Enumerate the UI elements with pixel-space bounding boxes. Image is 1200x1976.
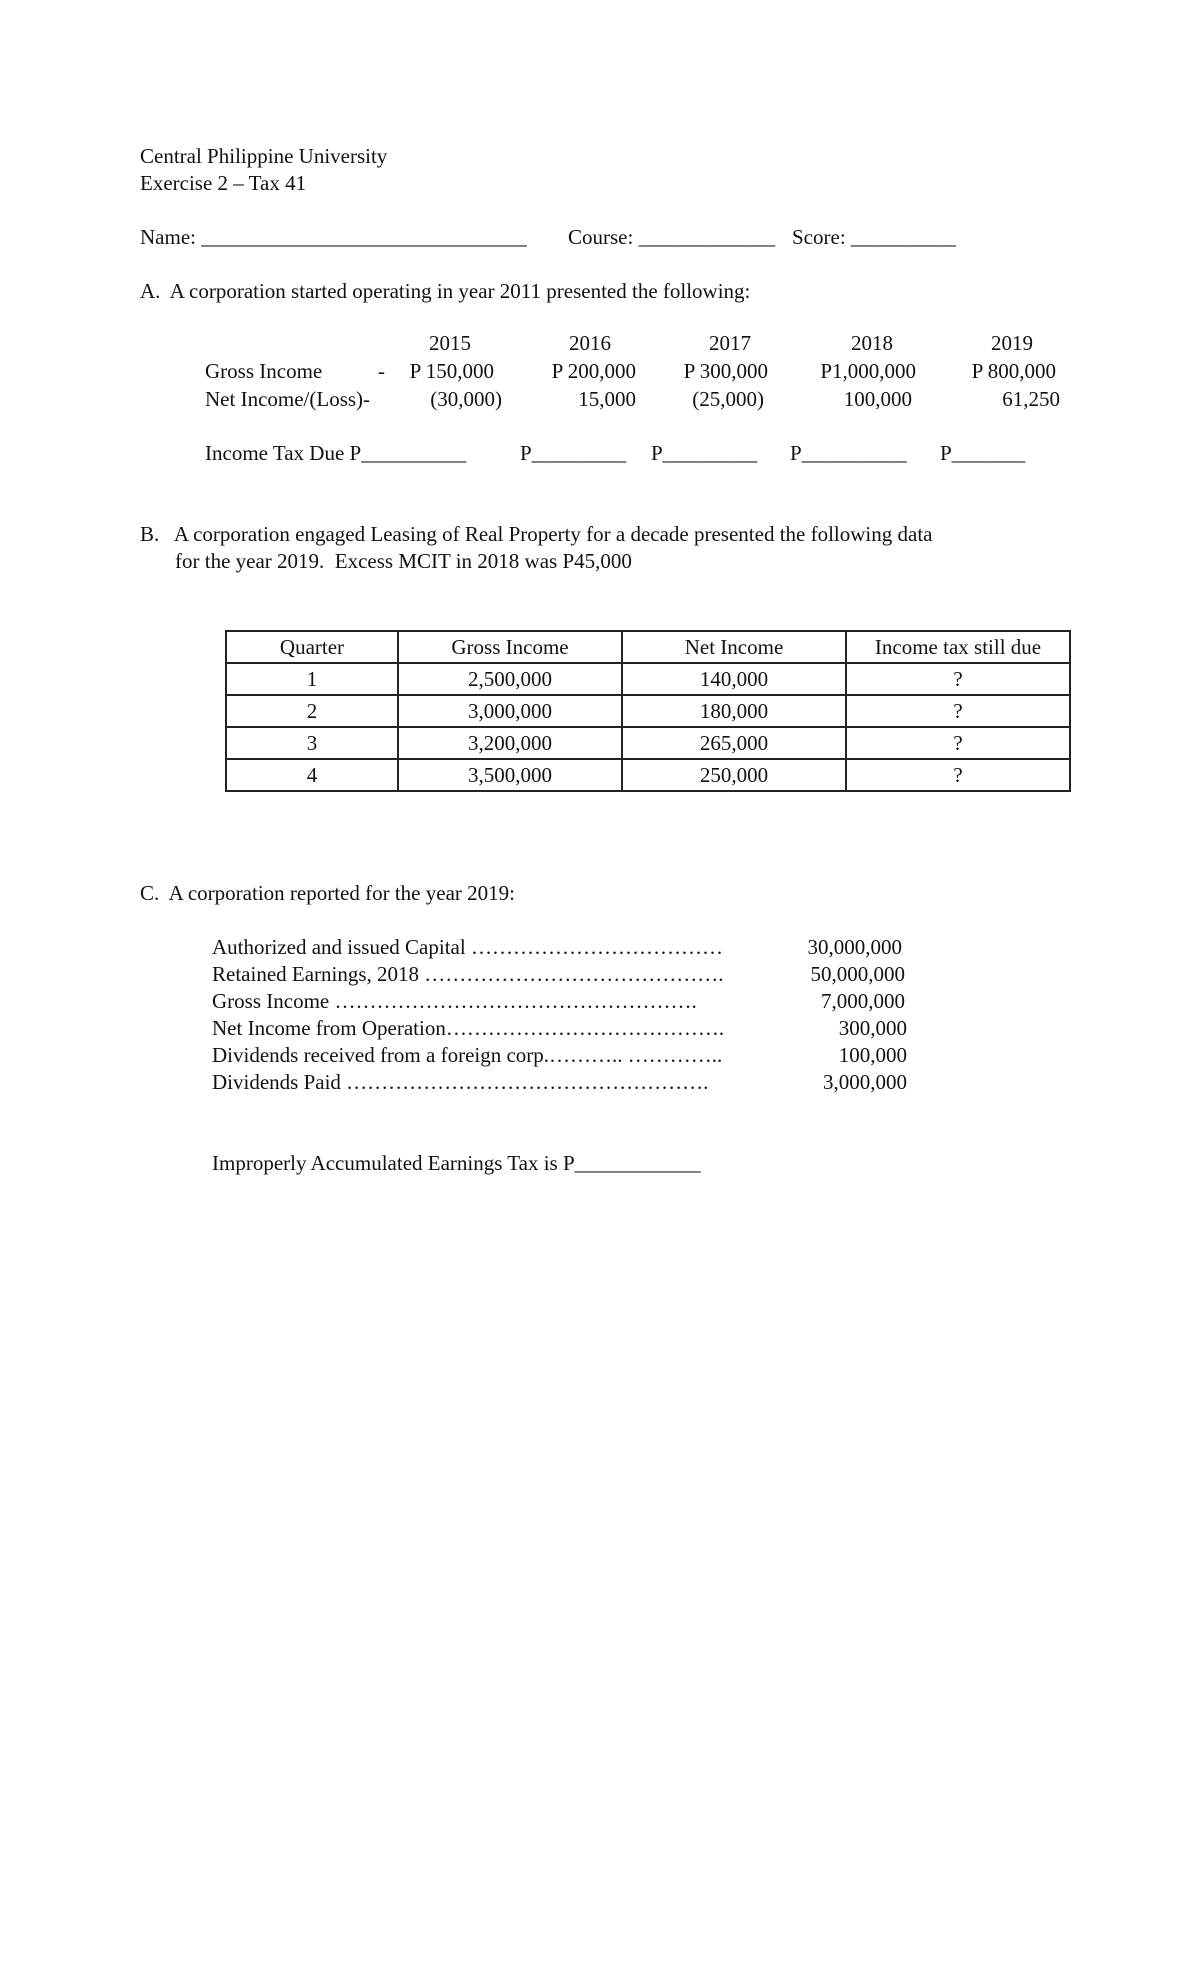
table-row: [226, 727, 1070, 759]
section-b-line-2: for the year 2019. Excess MCIT in 2018 was P45,000: [175, 549, 632, 573]
cell-quarter: 4: [226, 759, 398, 791]
net-2015: (30,000): [430, 387, 502, 411]
net-2016: 15,000: [578, 387, 636, 411]
table-row: [226, 695, 1070, 727]
gross-2016: P 200,000: [551, 359, 636, 383]
cell-gross-income: 2,500,000: [398, 663, 622, 695]
iaet-question: Improperly Accumulated Earnings Tax is P____________: [212, 1151, 701, 1175]
tax-due-blank-2019: P_______: [940, 441, 1026, 465]
cell-tax-due: ?: [846, 695, 1070, 727]
income-tax-due-label: Income Tax Due P__________: [205, 441, 467, 465]
cell-net-income: 265,000: [622, 727, 846, 759]
cell-tax-due: ?: [846, 663, 1070, 695]
cell-gross-income: 3,000,000: [398, 695, 622, 727]
gross-income-dash: -: [378, 359, 385, 383]
score-field: Score: __________: [792, 225, 956, 249]
section-b-line-1: B. A corporation engaged Leasing of Real Property for a decade presented the following data: [140, 522, 933, 546]
item-retained-earnings-label: Retained Earnings, 2018 …………………………………….: [212, 962, 724, 986]
header-gross-income: Gross Income: [398, 631, 622, 663]
university-name: Central Philippine University: [140, 144, 388, 168]
year-2017: 2017: [709, 331, 751, 355]
cell-quarter: 1: [226, 663, 398, 695]
table-row: [226, 759, 1070, 791]
header-income-tax-due: Income tax still due: [846, 631, 1070, 663]
gross-income-label: Gross Income: [205, 359, 323, 383]
net-2018: 100,000: [843, 387, 912, 411]
item-dividends-paid-value: 3,000,000: [823, 1070, 907, 1094]
net-2019: 61,250: [1002, 387, 1060, 411]
tax-due-blank-2018: P__________: [790, 441, 907, 465]
exercise-title: Exercise 2 – Tax 41: [140, 171, 307, 195]
year-2018: 2018: [851, 331, 893, 355]
item-dividends-received-label: Dividends received from a foreign corp.……….. …………..: [212, 1043, 723, 1067]
section-a-title: A. A corporation started operating in year 2011 presented the following:: [140, 279, 751, 303]
cell-net-income: 140,000: [622, 663, 846, 695]
table-row: [226, 663, 1070, 695]
item-dividends-paid-label: Dividends Paid …………………………………………….: [212, 1070, 709, 1094]
cell-gross-income: 3,200,000: [398, 727, 622, 759]
name-field: Name: _______________________________: [140, 225, 527, 249]
cell-tax-due: ?: [846, 759, 1070, 791]
cell-gross-income: 3,500,000: [398, 759, 622, 791]
quarterly-income-table: [225, 630, 1071, 792]
year-2015: 2015: [429, 331, 471, 355]
header-net-income: Net Income: [622, 631, 846, 663]
header-quarter: Quarter: [226, 631, 398, 663]
cell-tax-due: ?: [846, 727, 1070, 759]
gross-2017: P 300,000: [683, 359, 768, 383]
course-field: Course: _____________: [568, 225, 776, 249]
item-authorized-capital-value: 30,000,000: [807, 935, 902, 959]
section-c-title: C. A corporation reported for the year 2019:: [140, 881, 515, 905]
item-gross-income-label: Gross Income …………………………………………….: [212, 989, 697, 1013]
cell-quarter: 3: [226, 727, 398, 759]
item-authorized-capital-label: Authorized and issued Capital ………………………………: [212, 935, 723, 959]
tax-due-blank-2016: P_________: [520, 441, 627, 465]
tax-due-blank-2017: P_________: [651, 441, 758, 465]
year-2016: 2016: [569, 331, 611, 355]
item-net-income-value: 300,000: [838, 1016, 907, 1040]
item-retained-earnings-value: 50,000,000: [810, 962, 905, 986]
gross-2018: P1,000,000: [820, 359, 916, 383]
item-gross-income-value: 7,000,000: [821, 989, 905, 1013]
table-header-row: [226, 631, 1070, 663]
cell-quarter: 2: [226, 695, 398, 727]
item-net-income-label: Net Income from Operation………………………………….: [212, 1016, 725, 1040]
item-dividends-received-value: 100,000: [838, 1043, 907, 1067]
gross-2019: P 800,000: [971, 359, 1056, 383]
year-2019: 2019: [991, 331, 1033, 355]
gross-2015: P 150,000: [409, 359, 494, 383]
net-2017: (25,000): [692, 387, 764, 411]
cell-net-income: 250,000: [622, 759, 846, 791]
net-income-label: Net Income/(Loss)-: [205, 387, 371, 411]
cell-net-income: 180,000: [622, 695, 846, 727]
